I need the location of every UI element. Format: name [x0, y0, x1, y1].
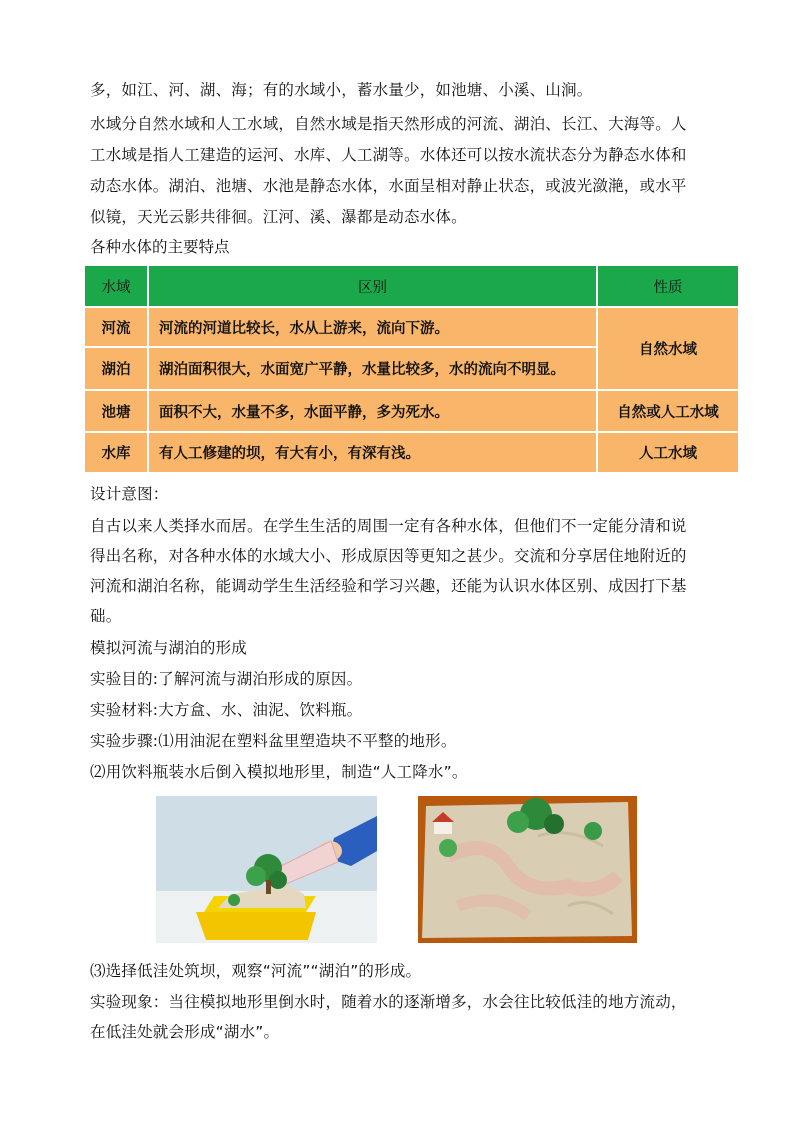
paragraph-line: 河流和湖泊名称，能调动学生生活经验和学习兴趣，还能为认识水体区别、成因打下基	[90, 577, 687, 595]
paragraph-line: 多，如江、河、湖、海；有的水域小，蓄水量少，如池塘、小溪、山涧。	[90, 81, 593, 99]
experiment-title: 模拟河流与湖泊的形成	[90, 639, 248, 657]
experiment-materials: 实验材料:大方盒、水、油泥、饮料瓶。	[90, 701, 363, 719]
experiment-phenomenon-cont: 在低洼处就会形成“湖水”。	[90, 1023, 280, 1041]
terrain-model-photo	[418, 796, 637, 943]
table-header-row	[84, 265, 739, 307]
row-nature: 自然水域	[597, 307, 739, 390]
paragraph-line: 似镜，天光云影共徘徊。江河、溪、瀑都是动态水体。	[90, 208, 467, 226]
row-name: 池塘	[84, 390, 148, 432]
row-nature: 自然或人工水域	[597, 390, 739, 432]
pouring-water-photo	[156, 796, 377, 943]
experiment-step-2: ⑵用饮料瓶装水后倒入模拟地形里，制造“人工降水”。	[90, 763, 468, 781]
paragraph-line: 工水域是指人工建造的运河、水库、人工湖等。水体还可以按水流状态分为静态水体和	[90, 146, 687, 164]
row-nature: 人工水域	[597, 432, 739, 473]
water-body-table	[83, 264, 740, 474]
row-difference: 河流的河道比较长，水从上游来，流向下游。	[148, 307, 597, 347]
table-row	[84, 307, 739, 347]
row-difference: 有人工修建的坝，有大有小，有深有浅。	[148, 432, 597, 473]
table-caption: 各种水体的主要特点	[90, 238, 230, 256]
table-row	[84, 432, 739, 473]
header-water-area: 水域	[84, 265, 148, 307]
experiment-step-1: 实验步骤:⑴用油泥在塑料盆里塑造块不平整的地形。	[90, 732, 457, 750]
experiment-purpose: 实验目的:了解河流与湖泊形成的原因。	[90, 670, 363, 688]
header-difference: 区别	[148, 265, 597, 307]
table-row	[84, 390, 739, 432]
paragraph-line: 水域分自然水域和人工水域，自然水域是指天然形成的河流、湖泊、长江、大海等。人	[90, 115, 687, 133]
experiment-phenomenon: 实验现象：当往模拟地形里倒水时，随着水的逐渐增多，水会往比较低洼的地方流动，	[90, 993, 687, 1011]
paragraph-line: 自古以来人类择水而居。在学生生活的周围一定有各种水体，但他们不一定能分清和说	[90, 517, 687, 535]
experiment-step-3: ⑶选择低洼处筑坝，观察“河流”“湖泊”的形成。	[90, 962, 422, 980]
row-name: 河流	[84, 307, 148, 347]
design-heading: 设计意图：	[90, 485, 169, 503]
paragraph-line: 础。	[90, 607, 122, 625]
row-name: 水库	[84, 432, 148, 473]
row-name: 湖泊	[84, 347, 148, 390]
paragraph-line: 动态水体。湖泊、池塘、水池是静态水体，水面呈相对静止状态，或波光潋滟，或水平	[90, 177, 687, 195]
row-difference: 面积不大，水量不多，水面平静，多为死水。	[148, 390, 597, 432]
row-difference: 湖泊面积很大，水面宽广平静，水量比较多，水的流向不明显。	[148, 347, 597, 390]
paragraph-line: 得出名称，对各种水体的水域大小、形成原因等更知之甚少。交流和分享居住地附近的	[90, 547, 687, 565]
header-nature: 性质	[597, 265, 739, 307]
